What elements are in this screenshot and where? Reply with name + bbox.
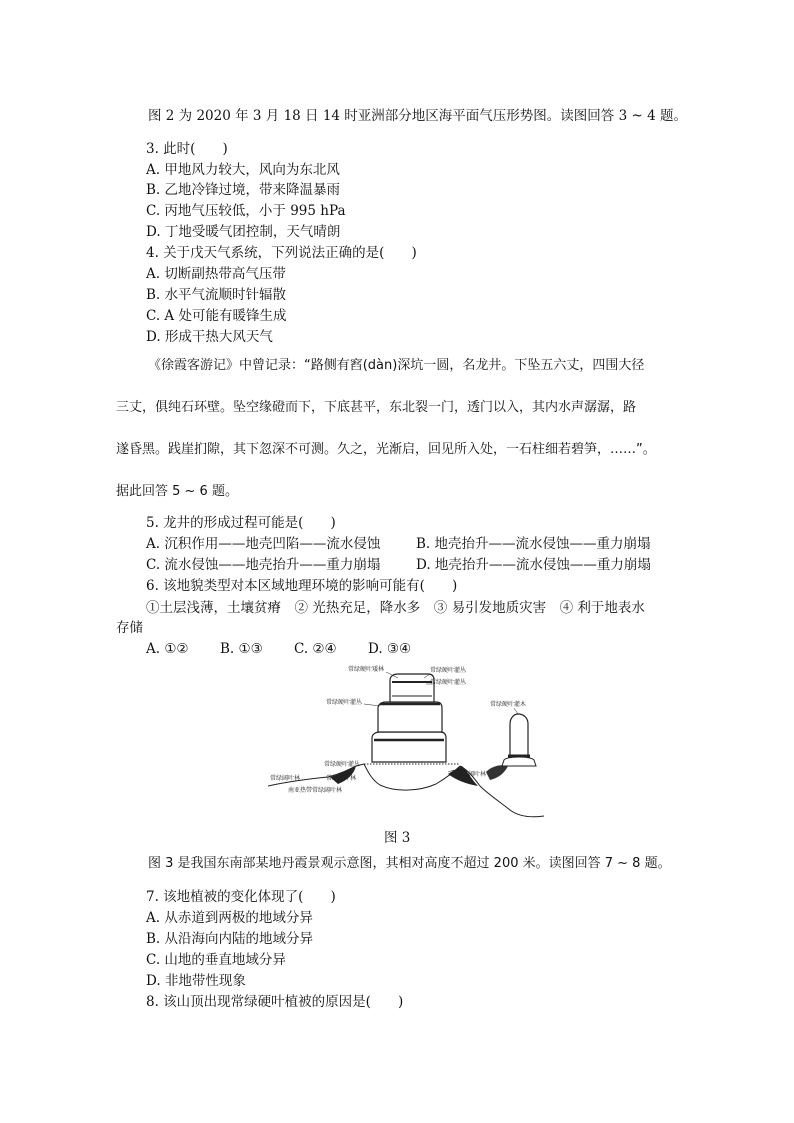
q5-option-c: C. 流水侵蚀——地壳抬升——重力崩塌: [146, 557, 381, 573]
mesa-middle-block: [378, 702, 442, 732]
q3-option-d: D. 丁地受暖气团控制，天气晴朗: [146, 224, 341, 240]
label-right-forest: 常绿阔叶林: [456, 771, 487, 778]
label-mid-forest: 常绿阔叶林: [326, 775, 357, 782]
label-left-forest: 常绿阔叶林: [270, 775, 301, 782]
rock-tower: [510, 714, 528, 756]
q5-stem: 5. 龙井的形成过程可能是( ): [146, 515, 336, 531]
q6-stem: 6. 该地貌类型对本区域地理环境的影响可能有( ): [146, 578, 458, 594]
q3-option-c: C. 丙地气压较低，小于 995 hPa: [146, 203, 346, 219]
rock-tower-base: [502, 757, 536, 766]
danxia-sketch: [268, 660, 558, 820]
q6-statements-1: ①土层浅薄，土壤贫瘠 ② 光热充足，降水多 ③ 易引发地质灾害 ④ 利于地表水: [146, 600, 645, 616]
figure-3-danxia-diagram: [268, 660, 558, 820]
passage-line-1: 《徐霞客游记》中曾记录：“路侧有窞(dàn)深坑一圆，名龙井。下坠五六丈，四围大径: [148, 358, 645, 373]
q6-option-b: B. ①③: [220, 641, 263, 657]
q7-stem: 7. 该地植被的变化体现了( ): [146, 889, 336, 905]
passage-line-3: 遂昏黑。践崖扪隙，其下忽深不可测。久之，光渐启，回见所入处，一石柱细若碧笋，……”。: [116, 442, 656, 457]
q3-stem: 3. 此时( ): [146, 141, 228, 157]
q4-option-c: C. A 处可能有暖锋生成: [146, 308, 287, 324]
q5-option-b: B. 地壳抬升——流水侵蚀——重力崩塌: [416, 536, 651, 552]
mesa-top-block: [390, 674, 434, 702]
q6-option-d: D. ③④: [368, 641, 412, 657]
q4-option-a: A. 切断副热带高气压带: [146, 266, 286, 282]
q4-option-b: B. 水平气流顺时针辐散: [146, 287, 287, 303]
label-top2: 常绿硬叶灌丛: [430, 667, 467, 674]
passage-line-2: 三丈，俱纯石环壁。坠空缘磴而下，下底甚平，东北裂一门，透门以入，其内水声潺潺，路: [116, 400, 637, 415]
q7-option-a: A. 从赤道到两极的地域分异: [146, 910, 313, 926]
q6-option-c: C. ②④: [294, 641, 337, 657]
label-top1: 常绿硬叶矮林: [348, 666, 385, 673]
forest-patch-right: [486, 765, 508, 780]
label-bottom-shrub: 常绿硬叶灌丛: [324, 761, 361, 768]
q5-option-d: D. 地壳抬升——流水侵蚀——重力崩塌: [416, 557, 651, 573]
figure-3-caption: 图 3: [384, 830, 411, 846]
mesa-lower-block: [372, 732, 446, 762]
q6-option-a: A. ①②: [146, 641, 189, 657]
q3-option-b: B. 乙地冷锋过境，带来降温暴雨: [146, 182, 341, 198]
intro-figure3: 图 3 是我国东南部某地丹霞景观示意图，其相对高度不超过 200 米。读图回答 7 ~ 8 题。: [148, 856, 671, 871]
q7-option-d: D. 非地带性现象: [146, 973, 246, 989]
passage-line-4: 据此回答 5 ~ 6 题。: [116, 484, 238, 499]
q6-statements-2: 存储: [116, 620, 143, 636]
label-top3: 常绿硬叶灌丛: [430, 679, 467, 686]
ground-valley: [364, 764, 460, 790]
q4-stem: 4. 关于戊天气系统，下列说法正确的是( ): [146, 245, 417, 261]
q7-option-c: C. 山地的垂直地域分异: [146, 952, 286, 968]
label-bottom-text: 南亚热带常绿阔叶林: [288, 787, 343, 794]
q8-stem: 8. 该山顶出现常绿硬叶植被的原因是( ): [146, 994, 404, 1010]
label-right-tower: 常绿硬叶灌木: [490, 701, 527, 708]
q4-option-d: D. 形成干热大风天气: [146, 329, 273, 345]
q5-option-a: A. 沉积作用——地壳凹陷——流水侵蚀: [146, 536, 381, 552]
label-left-mid: 常绿硬叶灌丛: [326, 699, 363, 706]
intro-figure2: 图 2 为 2020 年 3 月 18 日 14 时亚洲部分地区海平面气压形势图。读图回答 3 ~ 4 题。: [148, 108, 687, 124]
q7-option-b: B. 从沿海向内陆的地域分异: [146, 931, 314, 947]
q3-option-a: A. 甲地风力较大，风向为东北风: [146, 162, 340, 178]
